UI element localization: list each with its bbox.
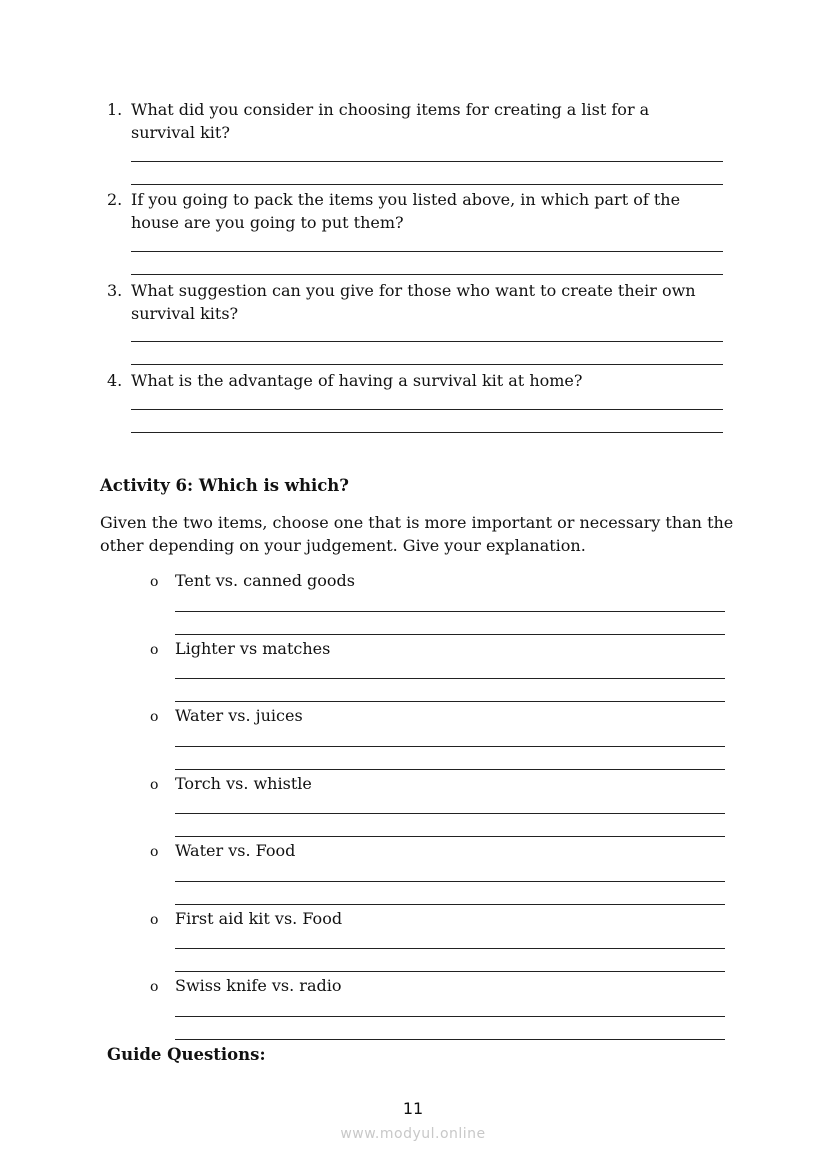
question-number: 2. bbox=[107, 190, 123, 209]
activity-item: Water vs. Food bbox=[175, 841, 296, 860]
question-text: What is the advantage of having a survival kit at home? bbox=[131, 371, 583, 390]
bullet-icon: o bbox=[150, 844, 159, 860]
guide-questions-label: Guide Questions: bbox=[107, 1045, 266, 1064]
answer-line[interactable] bbox=[131, 364, 723, 365]
answer-line[interactable] bbox=[175, 611, 725, 612]
question-number: 3. bbox=[107, 281, 123, 300]
bullet-icon: o bbox=[150, 709, 159, 725]
watermark: www.modyul.online bbox=[340, 1126, 486, 1142]
activity-item: First aid kit vs. Food bbox=[175, 909, 343, 928]
answer-line[interactable] bbox=[131, 251, 723, 252]
activity-item: Swiss knife vs. radio bbox=[175, 976, 342, 995]
answer-line[interactable] bbox=[175, 634, 725, 635]
activity-instructions: Given the two items, choose one that is more important or necessary than the other depending on your judgement. Give your explanation. bbox=[100, 513, 734, 555]
activity-item: Water vs. juices bbox=[175, 706, 303, 725]
answer-line[interactable] bbox=[175, 881, 725, 882]
activity-item: Tent vs. canned goods bbox=[175, 571, 356, 590]
bullet-icon: o bbox=[150, 979, 159, 995]
answer-line[interactable] bbox=[175, 769, 725, 770]
answer-line[interactable] bbox=[131, 274, 723, 275]
answer-line[interactable] bbox=[175, 836, 725, 837]
bullet-icon: o bbox=[150, 574, 159, 590]
answer-line[interactable] bbox=[131, 161, 723, 162]
answer-line[interactable] bbox=[131, 409, 723, 410]
answer-line[interactable] bbox=[131, 432, 723, 433]
answer-line[interactable] bbox=[175, 948, 725, 949]
page-number: 11 bbox=[402, 1099, 424, 1118]
question-text: What did you consider in choosing items for creating a list for a survival kit? bbox=[131, 100, 650, 142]
question-number: 4. bbox=[107, 371, 123, 390]
answer-line[interactable] bbox=[175, 904, 725, 905]
answer-line[interactable] bbox=[131, 341, 723, 342]
question-number: 1. bbox=[107, 100, 123, 119]
activity-title: Activity 6: Which is which? bbox=[100, 476, 349, 495]
answer-line[interactable] bbox=[175, 678, 725, 679]
question-text: If you going to pack the items you listed above, in which part of the house are you going to put them? bbox=[131, 190, 681, 232]
answer-line[interactable] bbox=[175, 1016, 725, 1017]
activity-item: Torch vs. whistle bbox=[175, 774, 312, 793]
activity-item: Lighter vs matches bbox=[175, 639, 331, 658]
bullet-icon: o bbox=[150, 777, 159, 793]
answer-line[interactable] bbox=[175, 971, 725, 972]
bullet-icon: o bbox=[150, 912, 159, 928]
answer-line[interactable] bbox=[175, 746, 725, 747]
answer-line[interactable] bbox=[175, 813, 725, 814]
answer-line[interactable] bbox=[175, 701, 725, 702]
answer-line[interactable] bbox=[175, 1039, 725, 1040]
question-text: What suggestion can you give for those who want to create their own survival kits? bbox=[131, 281, 696, 323]
answer-line[interactable] bbox=[131, 184, 723, 185]
bullet-icon: o bbox=[150, 642, 159, 658]
